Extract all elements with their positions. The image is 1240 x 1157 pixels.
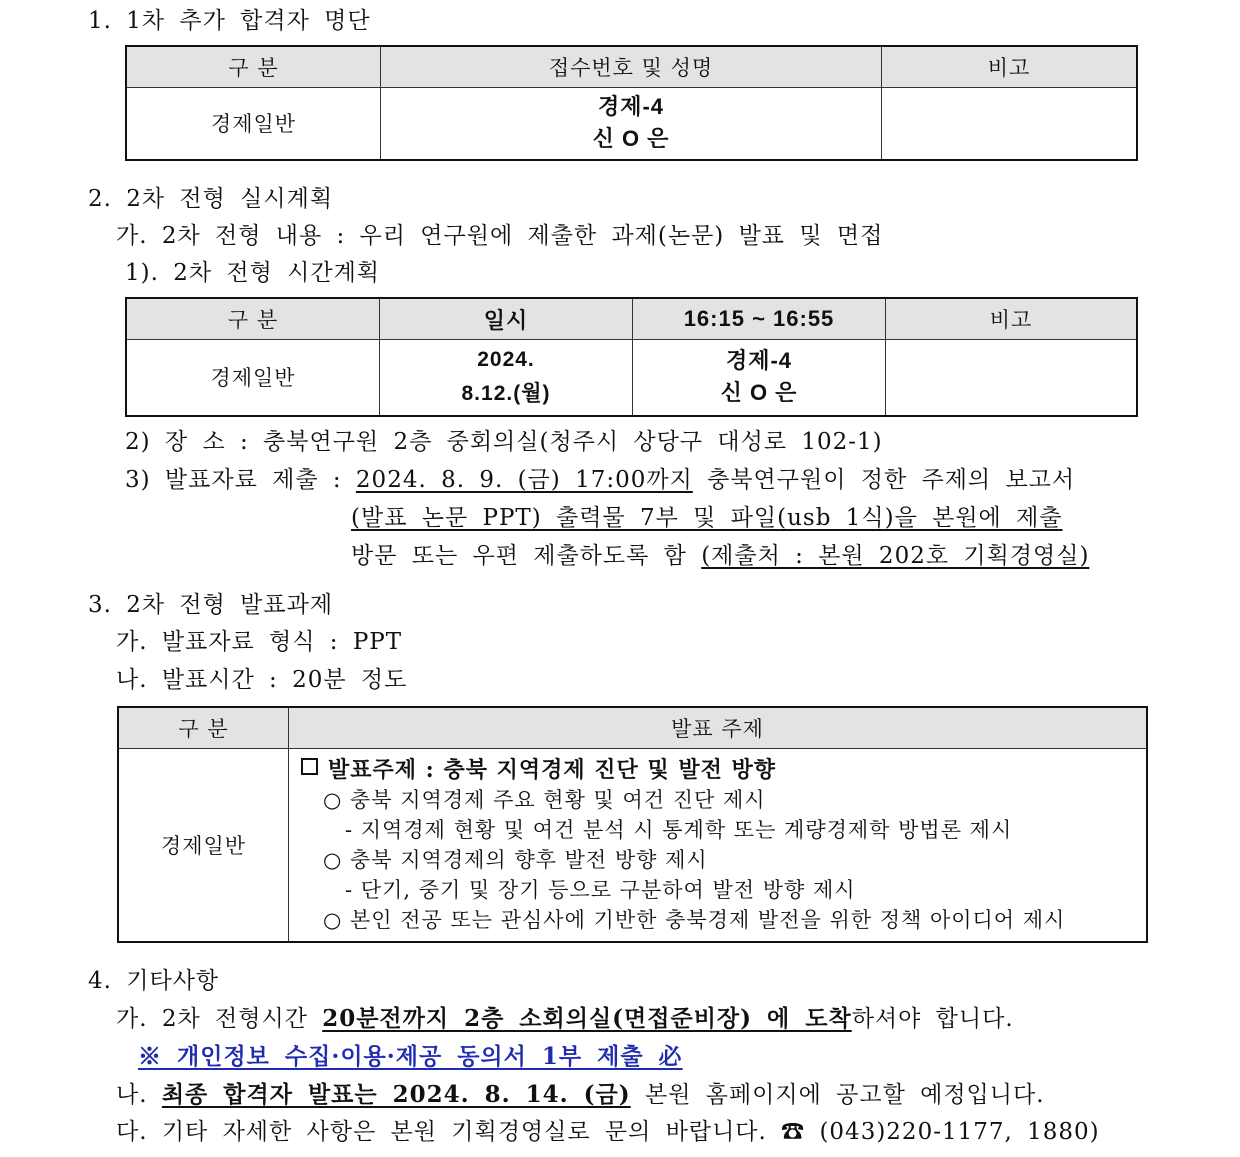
- section-3-item-ga: 가. 발표자료 형식 : PPT: [116, 629, 403, 655]
- table-cell-category: 경제일반: [126, 340, 380, 416]
- section-4-item-na: [116, 1080, 1045, 1110]
- section-4-item-da: [116, 1117, 1100, 1147]
- submit-rest: 충북연구원이 정한 주제의 보고서: [707, 467, 1076, 493]
- final-announcement-date: 최종 합격자 발표는 2024. 8. 14. (금): [161, 1081, 631, 1108]
- applicant-number: 경제-4: [725, 348, 793, 374]
- submit-line-3: [351, 541, 1089, 571]
- contact-text: 다. 기타 자세한 사항은 본원 기획경영실로 문의 바랍니다.: [116, 1119, 767, 1145]
- submit-line-2: (발표 논문 PPT) 출력물 7부 및 파일(usb 1식)을 본원에 제출: [351, 505, 1063, 531]
- table-header-category: 구 분: [126, 46, 381, 88]
- section-4-item-ga: [116, 1004, 1014, 1034]
- na-prefix: 나.: [116, 1082, 148, 1108]
- table-cell-category: 경제일반: [126, 88, 381, 160]
- submit-place: (제출처 : 본원 202호 기획경영실): [701, 543, 1090, 569]
- additional-passers-table: [125, 45, 1138, 161]
- section-2-heading: 2. 2차 전형 실시계획: [88, 186, 334, 212]
- topic-point: ○ 본인 전공 또는 관심사에 기반한 충북경제 발전을 위한 정책 아이디어 제시: [323, 908, 1066, 932]
- arrival-instruction: 20분전까지 2층 소회의실(면접준비장) 에 도착: [322, 1005, 852, 1032]
- table-cell-number-name: [633, 340, 886, 416]
- place-value: 충북연구원 2층 중회의실(청주시 상당구 대성로 102-1): [263, 429, 883, 455]
- table-cell-note: [882, 88, 1138, 160]
- table-header-category: 구 분: [126, 298, 380, 340]
- applicant-name: 신 O 은: [592, 126, 670, 152]
- section-1-heading: 1. 1차 추가 합격자 명단: [88, 8, 371, 34]
- submit-line-1: [125, 465, 1075, 495]
- section-3-heading: 3. 2차 전형 발표과제: [88, 592, 334, 618]
- schedule-table: [125, 297, 1138, 417]
- presentation-topic-table: [117, 706, 1148, 943]
- na-suffix: 본원 홈페이지에 공고할 예정입니다.: [644, 1082, 1045, 1108]
- table-header-note: 비고: [886, 298, 1138, 340]
- topic-point: ○ 충북 지역경제의 향후 발전 방향 제시: [323, 848, 708, 872]
- submit-deadline: 2024. 8. 9. (금) 17:00까지: [355, 467, 693, 493]
- table-header-number-name: 접수번호 및 성명: [381, 46, 882, 88]
- applicant-number: 경제-4: [597, 94, 665, 120]
- topic-subpoint: - 단기, 중기 및 장기 등으로 구분하여 발전 방향 제시: [345, 878, 856, 902]
- checkbox-square-icon: [301, 758, 318, 775]
- table-cell-date: [380, 340, 633, 416]
- topic-subpoint: - 지역경제 현황 및 여건 분석 시 통계학 또는 계량경제학 방법론 제시: [345, 818, 1013, 842]
- date-year: 2024.: [477, 348, 535, 372]
- ga-prefix: 가. 2차 전형시간: [116, 1006, 308, 1032]
- place-label: 2) 장 소 :: [125, 429, 249, 455]
- topic-title: 발표주제 : 충북 지역경제 진단 및 발전 방향: [301, 755, 1134, 785]
- table-header-time: 16:15 ~ 16:55: [633, 298, 886, 340]
- section-3-item-na: 나. 발표시간 : 20분 정도: [116, 667, 408, 693]
- topic-point: ○ 충북 지역경제 주요 현황 및 여건 진단 제시: [323, 788, 766, 812]
- table-cell-note: [886, 340, 1138, 416]
- section-2-item-ga: 가. 2차 전형 내용 : 우리 연구원에 제출한 과제(논문) 발표 및 면접: [116, 223, 884, 249]
- table-header-category: 구 분: [118, 707, 289, 749]
- phone-icon: ☎: [781, 1119, 806, 1145]
- consent-notice: ※ 개인정보 수집·이용·제공 동의서 1부 제출 必: [138, 1043, 683, 1070]
- submit-label: 3) 발표자료 제출 :: [125, 467, 342, 493]
- ga-suffix: 하셔야 합니다.: [851, 1006, 1014, 1032]
- phone-numbers: (043)220-1177, 1880): [819, 1119, 1100, 1145]
- applicant-name: 신 O 은: [720, 380, 798, 406]
- section-2-item-1: 1). 2차 전형 시간계획: [125, 260, 381, 286]
- table-cell-number-name: [381, 88, 882, 160]
- table-cell-topic: [289, 749, 1148, 943]
- place-line: [125, 427, 883, 457]
- table-header-topic: 발표 주제: [289, 707, 1148, 749]
- section-4-heading: 4. 기타사항: [88, 968, 220, 994]
- date-day: 8.12.(월): [461, 382, 551, 406]
- table-header-note: 비고: [882, 46, 1138, 88]
- table-cell-category: 경제일반: [118, 749, 289, 943]
- submit-method: 방문 또는 우편 제출하도록 함: [351, 543, 687, 569]
- table-header-date: 일시: [380, 298, 633, 340]
